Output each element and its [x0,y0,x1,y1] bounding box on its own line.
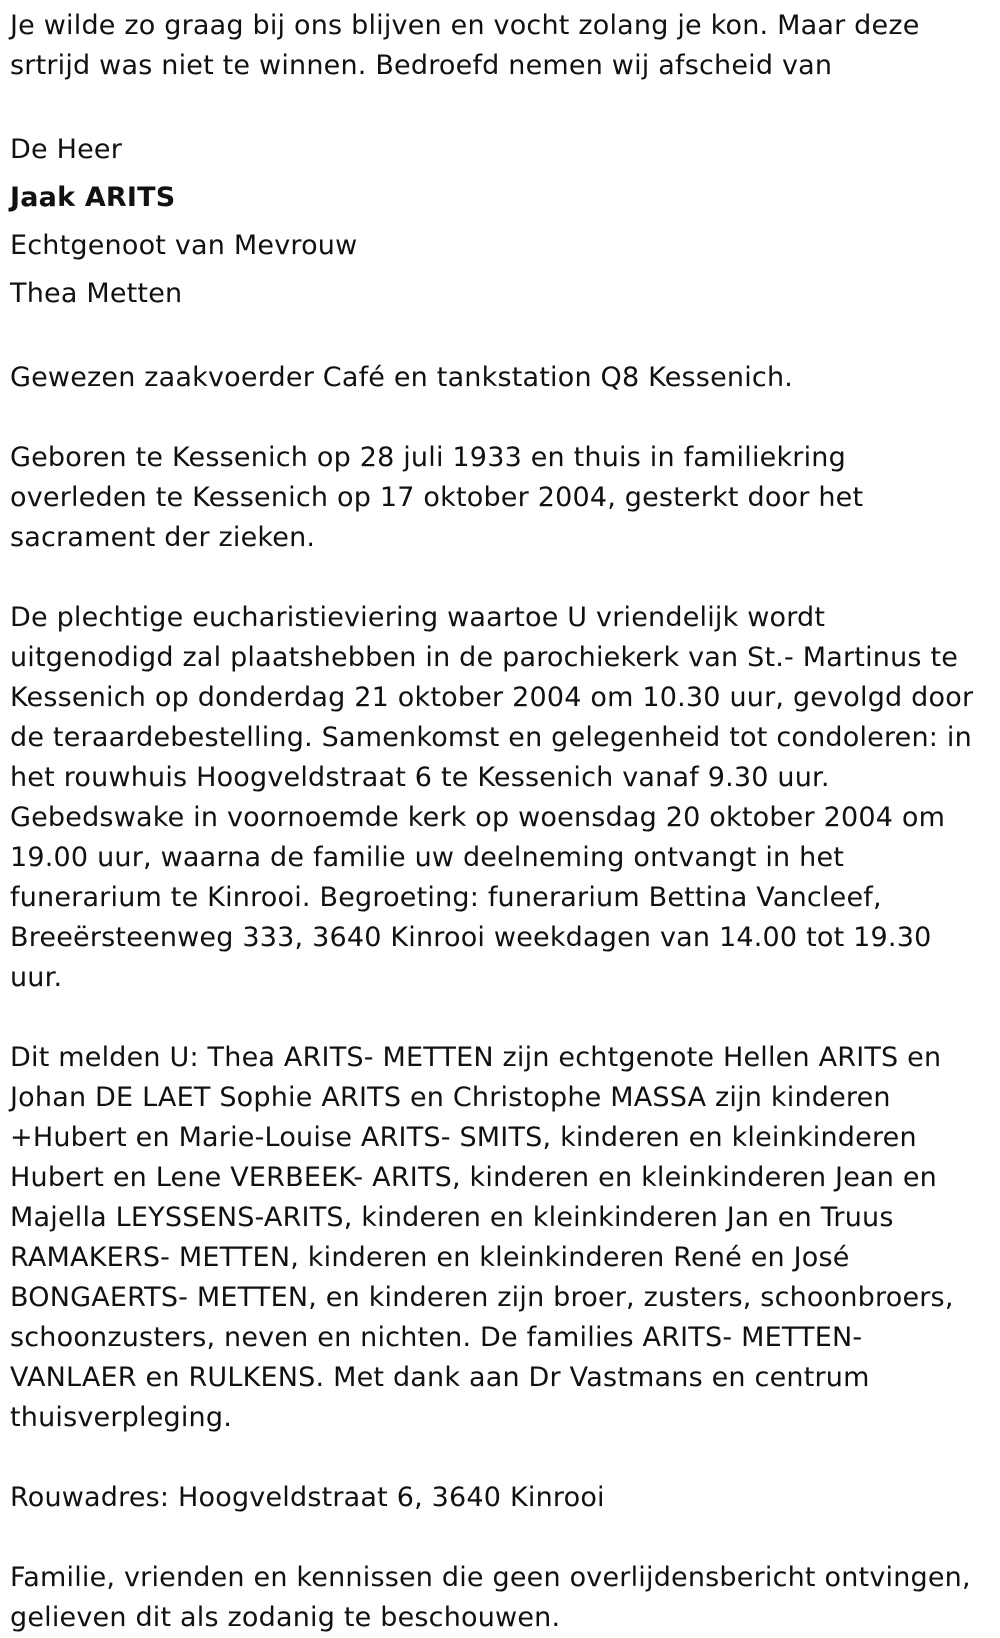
closing-paragraph: Familie, vrienden en kennissen die geen overlijdensbericht ontvingen, gelieven dit als zodanig te beschouwen. [10,1562,971,1633]
deceased-block [10,126,990,318]
spacer [10,1438,990,1478]
spacer [10,398,990,438]
intro-paragraph: Je wilde zo graag bij ons blijven en vocht zolang je kon. Maar deze srtrijd was niet te winnen. Bedroefd nemen wij afscheid van [10,10,920,81]
birth-death-paragraph: Geboren te Kessenich op 28 juli 1933 en thuis in familiekring overleden te Kessenich op 17 oktober 2004, gesterkt door het sacrament der zieken. [10,442,864,553]
spacer [10,558,990,598]
occupation-paragraph: Gewezen zaakvoerder Café en tankstation Q8 Kessenich. [10,362,794,393]
spacer [10,1518,990,1558]
spacer [10,318,990,358]
spacer [10,86,990,126]
deceased-name: Jaak ARITS [10,182,176,213]
spouse-name: Thea Metten [10,278,183,309]
mourning-address: Rouwadres: Hoogveldstraat 6, 3640 Kinrooi [10,1482,605,1513]
spouse-label: Echtgenoot van Mevrouw [10,230,358,261]
spacer [10,998,990,1038]
announcement-paragraph: Dit melden U: Thea ARITS- METTEN zijn echtgenote Hellen ARITS en Johan DE LAET Sophie ARITS en Christophe MASSA zijn kinderen +Hubert en Marie-Louise ARITS- SMITS, kinderen en kleinkinderen Hubert en Lene VERBEEK- ARITS, kinderen en kleinkinderen Jean en Majella LEYSSENS-ARITS, kinderen en kleinkinderen Jan en Truus RAMAKERS- METTEN, kinderen en kleinkinderen René en José BONGAERTS- METTEN, en kinderen zijn broer, zusters, schoonbroers, schoonzusters, neven en nichten. De families ARITS- METTEN- VANLAER en RULKENS. Met dank aan Dr Vastmans en centrum thuisverpleging. [10,1042,954,1433]
ceremony-paragraph: De plechtige eucharistieviering waartoe U vriendelijk wordt uitgenodigd zal plaatshebben in de parochiekerk van St.- Martinus te Kessenich op donderdag 21 oktober 2004 om 10.30 uur, gevolgd door de teraardebestelling. Samenkomst en gelegenheid tot condoleren: in het rouwhuis Hoogveldstraat 6 te Kessenich vanaf 9.30 uur. Gebedswake in voornoemde kerk op woensdag 20 oktober 2004 om 19.00 uur, waarna de familie uw deelneming ontvangt in het funerarium te Kinrooi. Begroeting: funerarium Bettina Vancleef, Breeërsteenweg 333, 3640 Kinrooi weekdagen van 14.00 tot 19.30 uur. [10,602,974,993]
title-prefix: De Heer [10,134,123,165]
